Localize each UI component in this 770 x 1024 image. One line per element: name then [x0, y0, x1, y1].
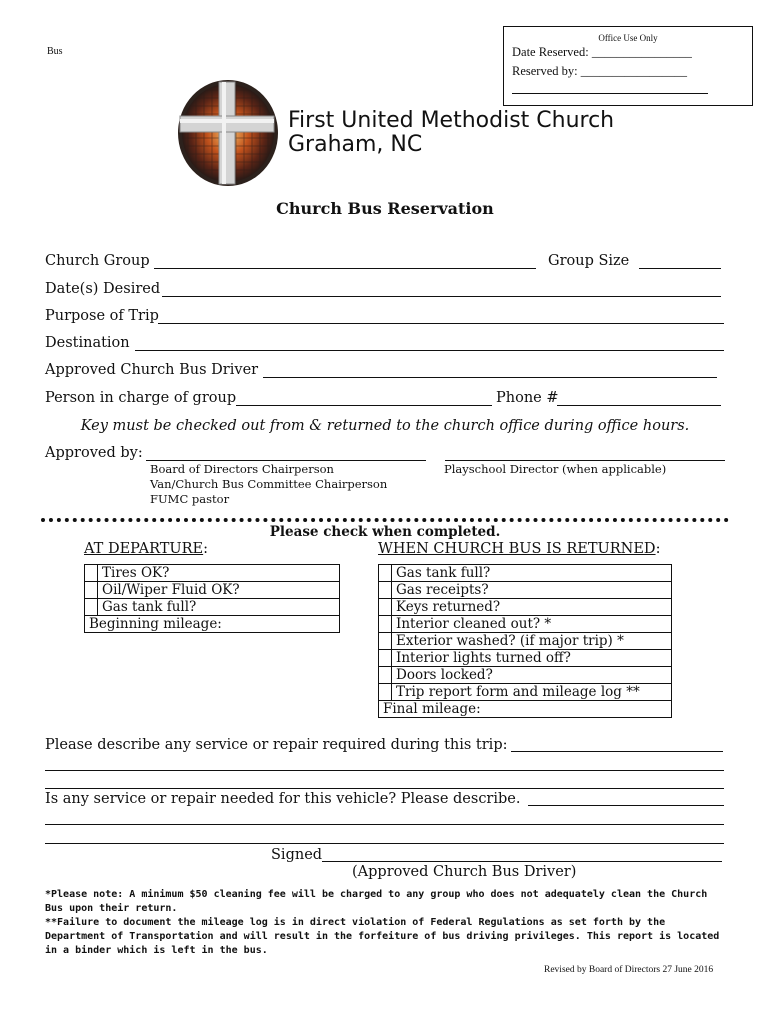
approver-signature-left[interactable]	[146, 460, 426, 461]
return-heading-wrap	[378, 541, 660, 557]
table-row	[379, 701, 672, 718]
key-note: Key must be checked out from & returned to the church office during office hours.	[80, 418, 690, 434]
service-question-1: Please describe any service or repair required during this trip:	[45, 737, 508, 753]
approver-pastor: FUMC pastor	[150, 492, 230, 506]
table-row	[379, 667, 672, 684]
return-heading-colon: :	[655, 541, 661, 557]
church-logo-icon	[176, 78, 280, 188]
table-row	[85, 599, 340, 616]
checklist-heading: Please check when completed.	[269, 524, 501, 540]
purpose-label: Purpose of Trip	[45, 308, 159, 324]
return-checklist	[378, 564, 672, 718]
departure-heading-colon: :	[203, 541, 209, 557]
destination-input[interactable]	[135, 350, 724, 351]
dates-desired-input[interactable]	[162, 296, 721, 297]
table-row	[379, 599, 672, 616]
departure-heading: AT DEPARTURE	[84, 541, 204, 557]
approver-signature-right[interactable]	[445, 460, 725, 461]
driver-input[interactable]	[263, 377, 717, 378]
approved-by-label: Approved by:	[45, 445, 143, 461]
checkbox[interactable]	[379, 667, 392, 684]
signed-caption: (Approved Church Bus Driver)	[352, 864, 577, 880]
checklist-item: Tires OK?	[98, 565, 340, 582]
church-name: First United Methodist Church	[288, 108, 615, 133]
checkbox[interactable]	[85, 565, 98, 582]
checklist-item: Gas tank full?	[98, 599, 340, 616]
dates-desired-label: Date(s) Desired	[45, 281, 161, 297]
phone-label: Phone #	[496, 390, 559, 406]
mileage-log-note: **Failure to document the mileage log is in direct violation of Federal Regulations as set forth by the Department of Transportation and will result in the forfeiture of bus driving privileges. This report is located in a binder which is left in the bus.	[45, 917, 720, 956]
approvers-left-list	[150, 462, 387, 507]
person-in-charge-label: Person in charge of group	[45, 390, 237, 406]
table-row	[379, 633, 672, 650]
service-answer-1-line-1[interactable]	[511, 751, 723, 752]
signed-label: Signed	[271, 847, 323, 863]
notes-block	[45, 888, 725, 958]
church-group-input[interactable]	[154, 268, 536, 269]
checkbox[interactable]	[85, 582, 98, 599]
checklist-item: Trip report form and mileage log **	[392, 684, 672, 701]
departure-checklist	[84, 564, 340, 633]
table-row	[85, 616, 340, 633]
checkbox[interactable]	[379, 599, 392, 616]
return-heading: WHEN CHURCH BUS IS RETURNED	[378, 541, 656, 557]
departure-heading-wrap	[84, 541, 208, 557]
church-location: Graham, NC	[288, 132, 423, 157]
service-answer-1-line-2[interactable]	[45, 770, 724, 771]
table-row	[379, 684, 672, 701]
checkbox[interactable]	[85, 599, 98, 616]
table-row	[379, 582, 672, 599]
approver-committee-chair: Van/Church Bus Committee Chairperson	[150, 477, 388, 491]
checkbox[interactable]	[379, 616, 392, 633]
group-size-input[interactable]	[639, 268, 721, 269]
checklist-item: Interior cleaned out? *	[392, 616, 672, 633]
office-use-title: Office Use Only	[598, 33, 658, 43]
checklist-item: Keys returned?	[392, 599, 672, 616]
final-mileage-field[interactable]: Final mileage:	[379, 701, 672, 718]
office-extra-line[interactable]	[512, 93, 708, 94]
checkbox[interactable]	[379, 582, 392, 599]
table-row	[85, 565, 340, 582]
driver-label: Approved Church Bus Driver	[45, 362, 259, 378]
service-answer-2-line-1[interactable]	[528, 805, 724, 806]
reserved-by-field[interactable]: Reserved by: _________________	[512, 64, 687, 78]
checklist-item: Exterior washed? (if major trip) *	[392, 633, 672, 650]
bus-label: Bus	[47, 46, 63, 57]
driver-signature-input[interactable]	[322, 861, 722, 862]
checklist-item: Doors locked?	[392, 667, 672, 684]
table-row	[379, 565, 672, 582]
form-title: Church Bus Reservation	[276, 199, 494, 218]
office-use-box	[503, 26, 753, 106]
phone-input[interactable]	[557, 405, 721, 406]
table-row	[85, 582, 340, 599]
approver-playschool: Playschool Director (when applicable)	[444, 462, 667, 476]
checklist-item: Oil/Wiper Fluid OK?	[98, 582, 340, 599]
destination-label: Destination	[45, 335, 130, 351]
approver-board-chair: Board of Directors Chairperson	[150, 462, 334, 476]
checklist-item: Gas tank full?	[392, 565, 672, 582]
group-size-label: Group Size	[548, 253, 630, 269]
date-reserved-field[interactable]: Date Reserved: ________________	[512, 45, 692, 59]
person-in-charge-input[interactable]	[236, 405, 492, 406]
checkbox[interactable]	[379, 684, 392, 701]
checklist-item: Gas receipts?	[392, 582, 672, 599]
service-question-2: Is any service or repair needed for this vehicle? Please describe.	[45, 791, 521, 807]
cleaning-fee-note: *Please note: A minimum $50 cleaning fee will be charged to any group who does not adequately clean the Church Bus upon their return.	[45, 889, 708, 914]
church-group-label: Church Group	[45, 253, 150, 269]
table-row	[379, 650, 672, 667]
table-row	[379, 616, 672, 633]
service-answer-1-line-3[interactable]	[45, 788, 724, 789]
service-answer-2-line-2[interactable]	[45, 824, 724, 825]
service-answer-2-line-3[interactable]	[45, 843, 724, 844]
checklist-item: Interior lights turned off?	[392, 650, 672, 667]
checkbox[interactable]	[379, 633, 392, 650]
checkbox[interactable]	[379, 650, 392, 667]
checkbox[interactable]	[379, 565, 392, 582]
revised-footer: Revised by Board of Directors 27 June 2016	[544, 965, 714, 975]
beginning-mileage-field[interactable]: Beginning mileage:	[85, 616, 340, 633]
purpose-input[interactable]	[158, 323, 724, 324]
section-divider	[41, 518, 729, 522]
